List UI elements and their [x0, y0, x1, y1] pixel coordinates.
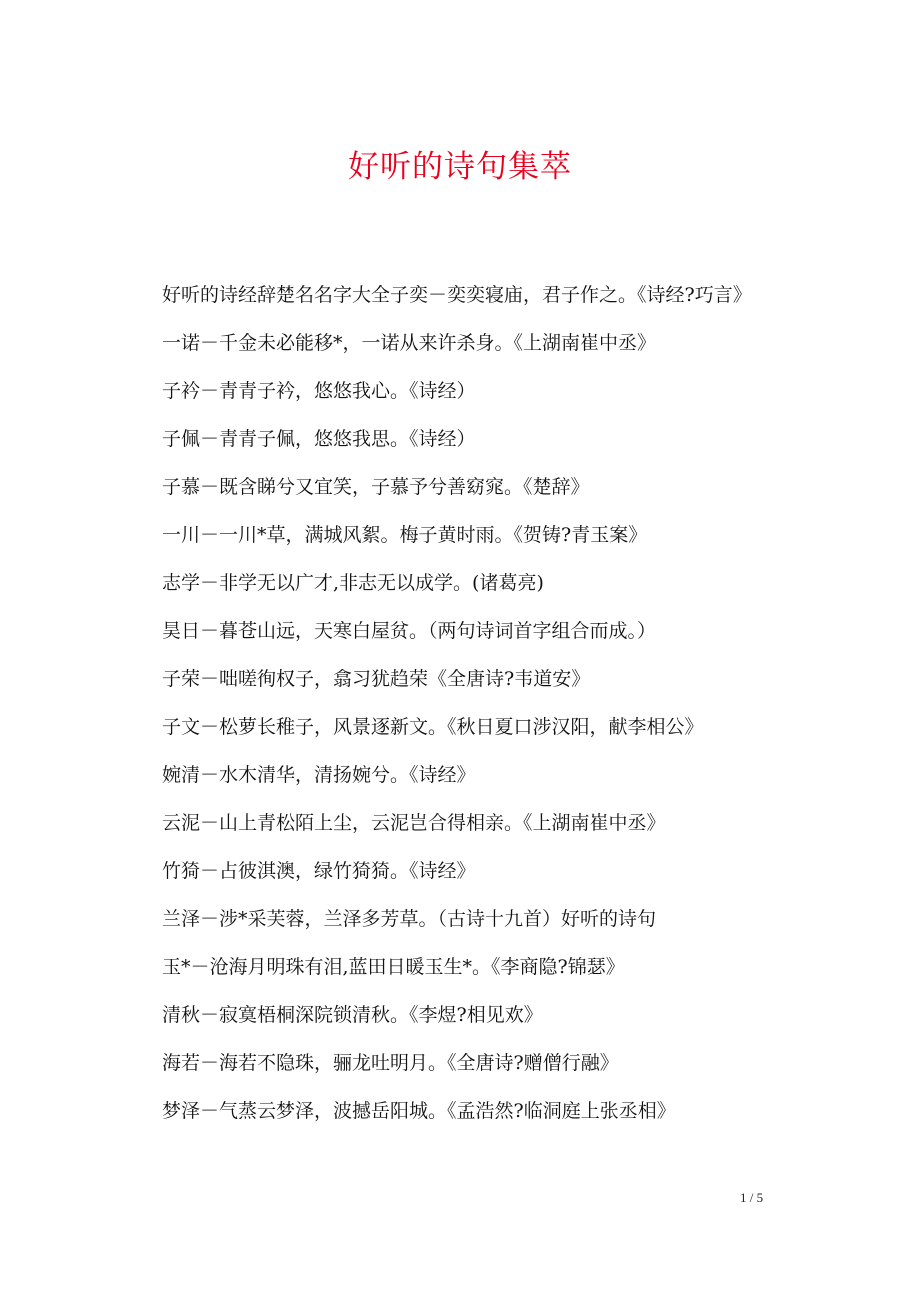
paragraph: 云泥－山上青松陌上尘，云泥岂合得相亲。《上湖南崔中丞》 — [162, 812, 666, 834]
paragraph: 婉清－水木清华，清扬婉兮。《诗经》 — [162, 764, 476, 786]
paragraph: 志学－非学无以广才,非志无以成学。(诸葛亮) — [162, 572, 544, 594]
paragraph: 子文－松萝长稚子，风景逐新文。《秋日夏口涉汉阳，献李相公》 — [162, 716, 704, 738]
paragraph: 兰泽－涉*采芙蓉，兰泽多芳草。（古诗十九首）好听的诗句 — [162, 908, 657, 930]
paragraph: 昊日－暮苍山远，天寒白屋贫。（两句诗词首字组合而成。） — [162, 620, 657, 642]
paragraph: 子慕－既含睇兮又宜笑，子慕予兮善窈窕。《楚辞》 — [162, 476, 590, 498]
paragraph: 一诺－千金未必能移*，一诺从来许杀身。《上湖南崔中丞》 — [162, 332, 657, 354]
paragraph: 子佩－青青子佩，悠悠我思。《诗经） — [162, 428, 476, 450]
paragraph: 一川－一川*草，满城风絮。梅子黄时雨。《贺铸?青玉案》 — [162, 524, 648, 546]
paragraph: 子衿－青青子衿，悠悠我心。《诗经） — [162, 380, 476, 402]
paragraph: 海若－海若不隐珠，骊龙吐明月。《全唐诗?赠僧行融》 — [162, 1052, 619, 1074]
paragraph: 梦泽－气蒸云梦泽，波撼岳阳城。《孟浩然?临洞庭上张丞相》 — [162, 1100, 676, 1122]
page-number: 1 / 5 — [740, 1190, 764, 1205]
paragraph: 子荣－咄嗟徇权子，翕习犹趋荣《全唐诗?韦道安》 — [162, 668, 591, 690]
paragraph: 玉*－沧海月明珠有泪,蓝田日暖玉生*。《李商隐?锦瑟》 — [162, 956, 625, 978]
paragraph: 竹猗－占彼淇澳，绿竹猗猗。《诗经》 — [162, 860, 476, 882]
paragraph: 好听的诗经辞楚名名字大全子奕－奕奕寝庙，君子作之。《诗经?巧言》 — [162, 284, 752, 306]
page-title: 好听的诗句集萃 — [348, 149, 572, 185]
paragraph: 清秋－寂寞梧桐深院锁清秋。《李煜?相见欢》 — [162, 1004, 543, 1026]
document-body — [140, 278, 790, 1142]
